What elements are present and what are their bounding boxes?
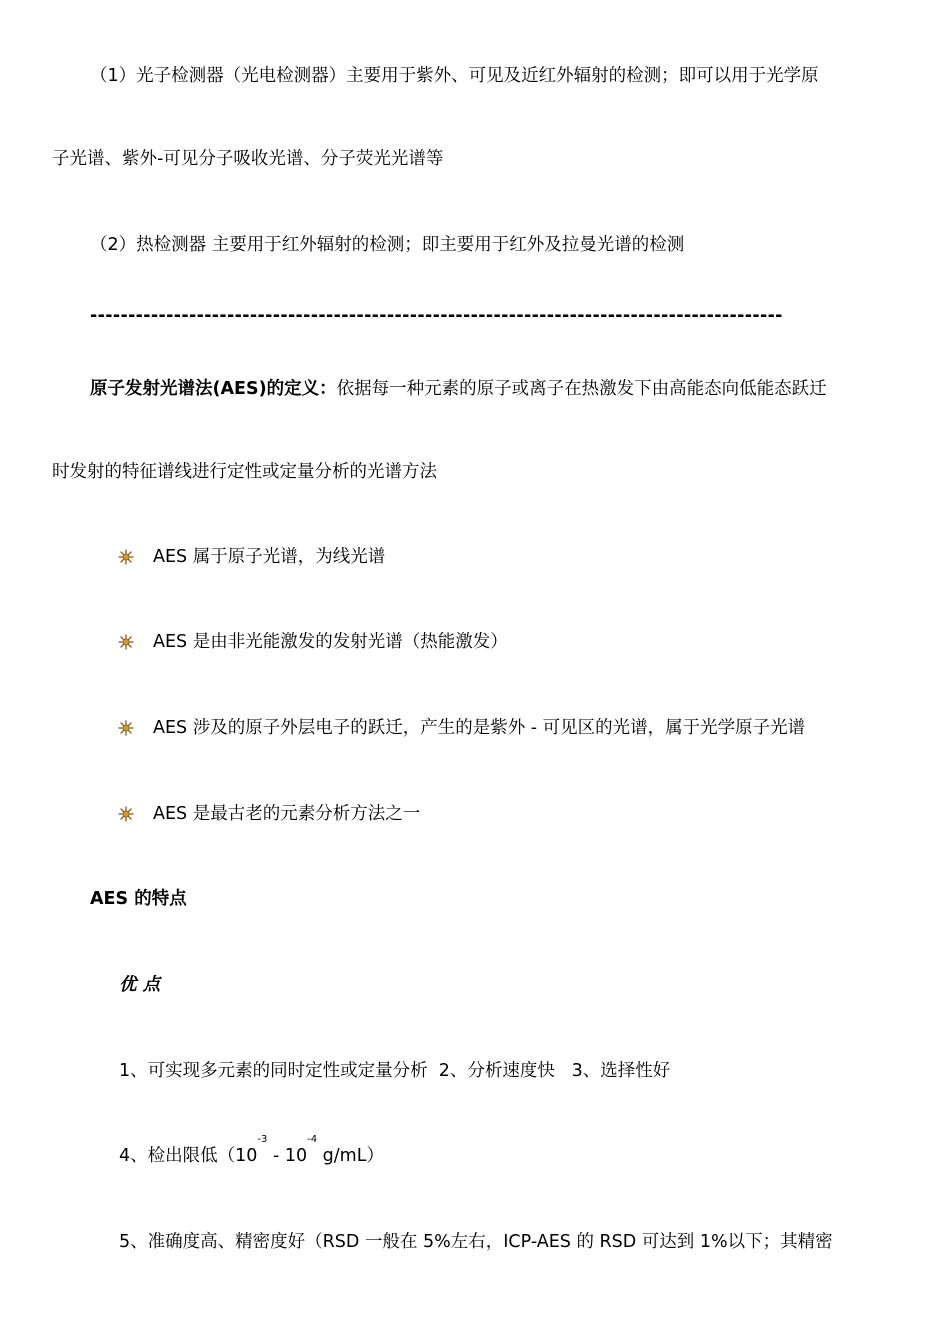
star-burst-icon <box>118 806 134 822</box>
advantage-4-suffix: g/mL） <box>317 1146 384 1166</box>
advantage-4-mid: - 10 <box>267 1146 308 1166</box>
bullet-item-1: AES 属于原子光谱，为线光谱 <box>153 547 386 567</box>
para1-line1: （1）光子检测器（光电检测器）主要用于紫外、可见及近红外辐射的检测；即可以用于光学原 <box>90 66 819 86</box>
advantage-4-exp2: -4 <box>307 1134 318 1145</box>
para2-line1: （2）热检测器 主要用于红外辐射的检测；即主要用于红外及拉曼光谱的检测 <box>90 235 685 255</box>
definition-text-1: 依据每一种元素的原子或离子在热激发下由高能态向低能态跃迁 <box>336 379 827 399</box>
advantages-heading: 优 点 <box>119 975 161 995</box>
bullet-item-4: AES 是最古老的元素分析方法之一 <box>153 804 421 824</box>
advantage-4-exp1: -3 <box>257 1134 268 1145</box>
bullet-item-3: AES 涉及的原子外层电子的跃迁，产生的是紫外 - 可见区的光谱，属于光学原子光谱 <box>153 718 806 738</box>
separator-line: ------------------------------------------------------------------------------------------- <box>90 306 783 326</box>
advantage-4-prefix: 4、检出限低（10 <box>119 1146 258 1166</box>
advantage-4 <box>119 1134 384 1168</box>
para1-line2: 子光谱、紫外-可见分子吸收光谱、分子荧光光谱等 <box>52 149 444 169</box>
bullet-item-2: AES 是由非光能激发的发射光谱（热能激发） <box>153 632 508 652</box>
star-burst-icon <box>118 634 134 650</box>
star-burst-icon <box>118 720 134 736</box>
advantage-5: 5、准确度高、精密度好（RSD 一般在 5%左右，ICP-AES 的 RSD 可达到 1%以下；其精密 <box>119 1232 833 1252</box>
features-heading: AES 的特点 <box>90 889 187 909</box>
definition-term: 原子发射光谱法(AES)的定义： <box>90 379 337 399</box>
definition-line1 <box>90 377 827 401</box>
advantage-1-3: 1、可实现多元素的同时定性或定量分析 2、分析速度快 3、选择性好 <box>119 1061 671 1081</box>
definition-line2: 时发射的特征谱线进行定性或定量分析的光谱方法 <box>52 462 437 482</box>
star-burst-icon <box>118 549 134 565</box>
